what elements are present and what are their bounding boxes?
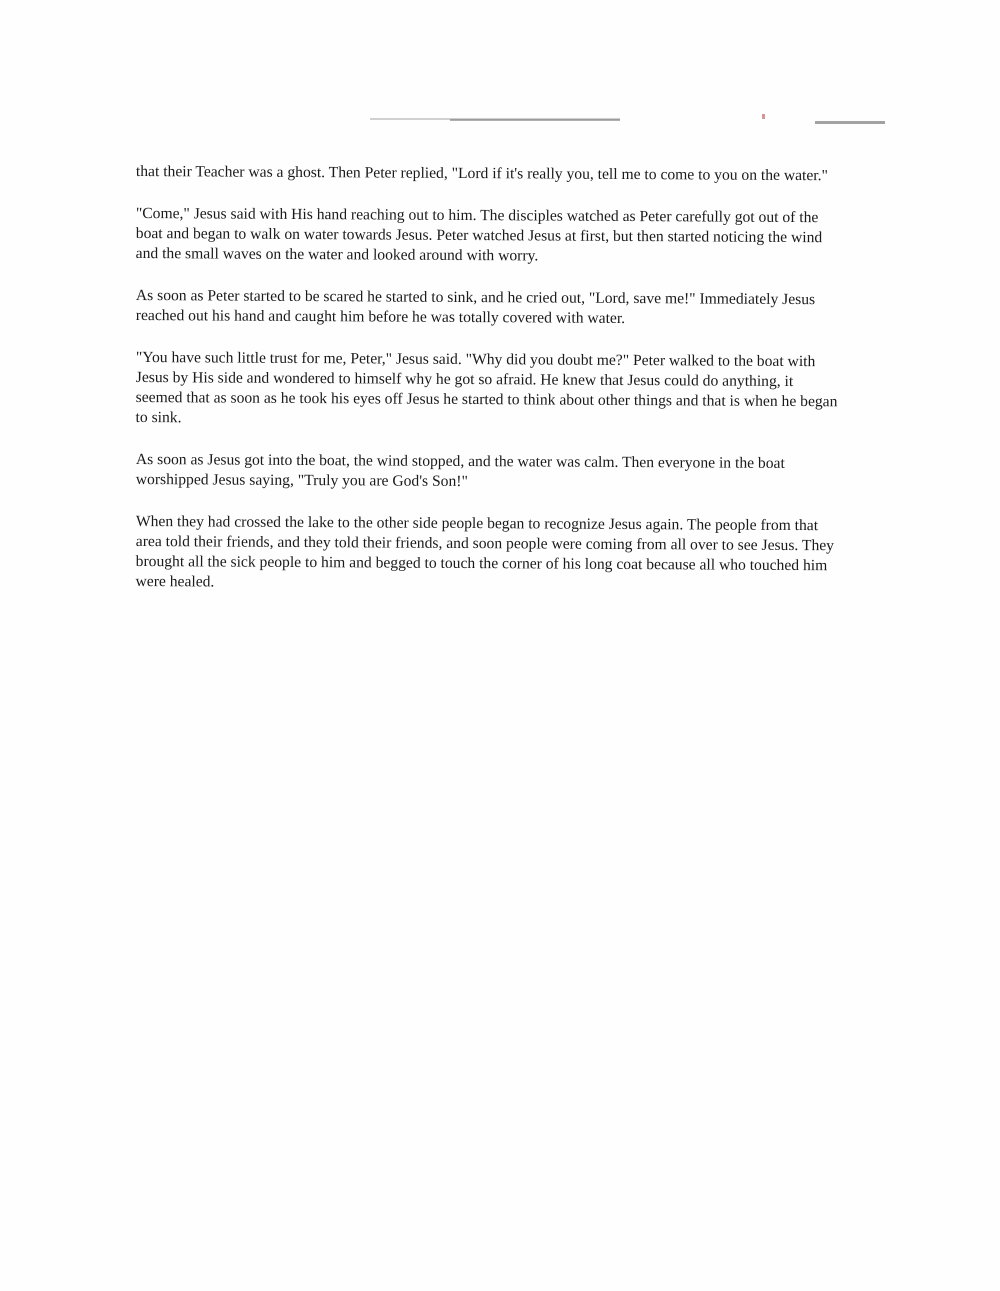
scan-artifact-mark xyxy=(762,114,765,119)
paragraph-2: "Come," Jesus said with His hand reaching out to him. The disciples watched as Peter carefully got out of the boat and began to walk on water towards Jesus. Peter watched Jesus at first, but then started noticing the wind and the small waves on the water and looked around with worry. xyxy=(135,204,823,265)
paragraph-3: As soon as Peter started to be scared he started to sink, and he cried out, "Lord, save me!" Immediately Jesus reached out his hand and caught him before he was totally covered with water. xyxy=(135,287,816,327)
scan-artifact-line xyxy=(450,119,620,121)
paragraph-5: As soon as Jesus got into the boat, the wind stopped, and the water was calm. Then everyone in the boat worshipped Jesus saying, "Truly you are God's Son!" xyxy=(135,450,785,491)
paragraph-4: "You have such little trust for me, Peter," Jesus said. "Why did you doubt me?" Peter walked to the boat with Jesus by His side and wondered to himself why he got so afraid. He knew that Jesus could do anything, it seemed that as soon as he took his eyes off Jesus he started to think about other things and that is when he began to sink. xyxy=(135,349,838,427)
paragraph-1: that their Teacher was a ghost. Then Peter replied, "Lord if it's really you, tell me to come to you on the water." xyxy=(135,162,828,185)
paragraph-6: When they had crossed the lake to the other side people began to recognize Jesus again. The people from that area told their friends, and they told their friends, and soon people were coming from all over to see Jesus. They brought all the sick people to him and begged to touch the corner of his long coat because all who touched him were healed. xyxy=(135,513,835,591)
scan-artifact-line xyxy=(815,121,885,124)
story-text xyxy=(136,162,841,614)
